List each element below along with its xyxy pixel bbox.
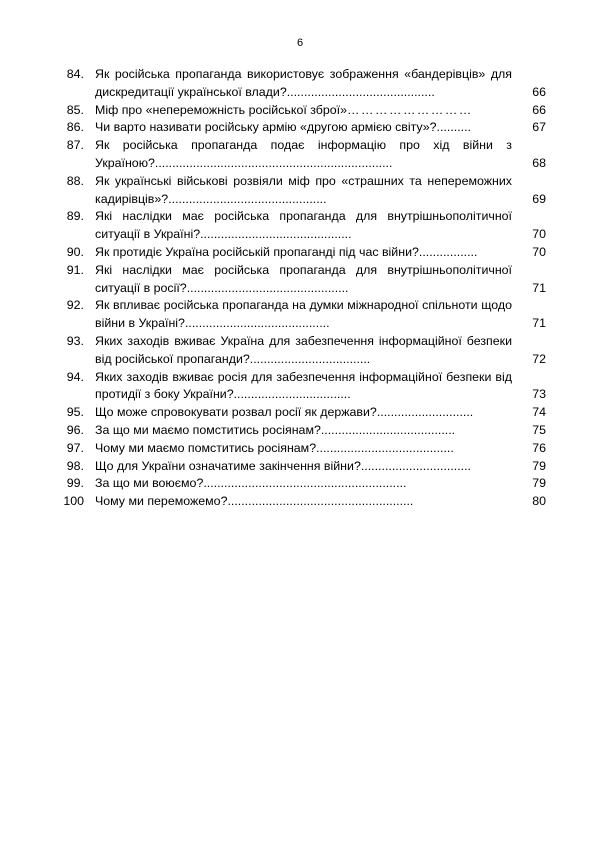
toc-entry-page-number: 70 [532,244,546,259]
toc-entry-body [84,173,546,209]
toc-entry-body [84,422,546,440]
toc-entry-body [84,262,546,298]
toc-dot-leader: .............................................. [168,191,327,206]
toc-entry-body [84,137,546,173]
toc-dot-leader: ……………………… [346,102,473,117]
toc-entry-title: За що ми маємо помститись росіянам? [95,422,321,437]
toc-entry-body [84,208,546,244]
toc-entry[interactable] [52,297,546,333]
toc-entry-title: Чи варто називати російську армію «другою армією світу»? [95,120,437,135]
toc-entry-text [95,369,546,405]
toc-dot-leader: ........................................ [316,440,454,455]
toc-entry-title: Міф про «непереможність російської зброї» [95,102,347,117]
toc-dot-leader: ....................................... [320,422,456,437]
page-number-folio: 6 [296,37,304,49]
toc-entry-text [95,208,546,244]
toc-entry-title: Які наслідки має російська пропаганда для внутрішньополітичної ситуації в росії? [95,262,512,295]
table-of-contents [52,66,546,511]
toc-dot-leader: ............................................... [186,280,349,295]
toc-entry[interactable] [52,475,546,493]
toc-entry-text [95,458,546,476]
toc-entry[interactable] [52,244,546,262]
toc-entry-number: 95. [66,405,84,420]
toc-entry-body [84,404,546,422]
toc-entry-text [95,493,546,511]
toc-entry-title: За що ми воюємо? [95,476,204,491]
toc-entry-number: 86. [66,120,84,135]
toc-entry-title: Як протидіє Україна російській пропаганді під час війни? [95,244,419,259]
toc-entry-number: 88. [66,173,84,188]
toc-entry-title: Як українські військові розвіяли міф про «страшних та непереможних кадирівців»? [95,173,512,206]
toc-entry-body [84,297,546,333]
toc-entry-number: 85. [66,102,84,117]
toc-dot-leader: ............................ [376,405,474,420]
toc-entry-number: 100 [63,494,84,509]
toc-dot-leader: .................................. [233,387,351,402]
toc-dot-leader: ..................................................................... [154,155,393,170]
toc-entry-page-number: 79 [532,476,546,491]
toc-entry-body [84,119,546,137]
toc-entry-page-number: 70 [532,227,546,242]
toc-entry-body [84,66,546,102]
toc-entry-title: Яких заходів вживає Україна для забезпечення інформаційної безпеки від російської пропаганди? [95,333,512,366]
toc-entry-number: 92. [66,298,84,313]
toc-entry-page-number: 66 [532,102,546,117]
toc-dot-leader: ...................................................... [227,494,414,509]
toc-entry-title: Як російська пропаганда подає інформацію про хід війни з Україною? [95,138,512,170]
toc-entry-text [95,66,546,102]
toc-entry-number: 94. [66,369,84,384]
toc-entry-text [95,297,546,333]
toc-entry-number: 84. [66,67,84,81]
toc-entry-text [95,404,546,422]
toc-entry-text [95,262,546,298]
toc-entry-title: Чому ми маємо помститись росіянам? [95,440,317,455]
toc-entry-body [84,458,546,476]
toc-entry-page-number: 69 [532,191,546,206]
toc-entry[interactable] [52,119,546,137]
toc-entry[interactable] [52,458,546,476]
toc-entry-body [84,369,546,405]
toc-entry-number: 89. [66,209,84,224]
toc-entry-page-number: 66 [532,84,546,99]
toc-entry[interactable] [52,369,546,405]
toc-entry-number: 97. [66,440,84,455]
toc-entry-page-number: 71 [532,316,546,331]
toc-entry-page-number: 68 [532,155,546,170]
toc-entry-text [95,333,546,369]
toc-dot-leader: ................................ [360,458,472,473]
toc-entry-text [95,102,546,120]
toc-entry-title: Які наслідки має російська пропаганда для внутрішньополітичної ситуації в Україні? [95,209,512,242]
toc-entry-text [95,244,546,262]
toc-entry-page-number: 73 [532,387,546,402]
toc-entry-title: Як впливає російська пропаганда на думки міжнародної спільноти щодо війни в Україні? [95,298,512,331]
toc-entry-number: 96. [66,422,84,437]
toc-entry[interactable] [52,333,546,369]
toc-entry[interactable] [52,440,546,458]
toc-entry[interactable] [52,66,546,102]
toc-dot-leader: .......... [436,120,471,135]
toc-entry-title: Яких заходів вживає росія для забезпечення інформаційної безпеки від протидії з боку України? [95,369,512,402]
toc-entry-number: 99. [66,476,84,491]
toc-entry-number: 98. [66,458,84,473]
toc-entry[interactable] [52,137,546,173]
toc-entry-text [95,119,546,137]
toc-entry[interactable] [52,208,546,244]
toc-entry-body [84,333,546,369]
toc-entry-number: 91. [66,262,84,277]
toc-entry-title: Чому ми переможемо? [95,494,228,509]
toc-entry-page-number: 72 [532,351,546,366]
toc-entry-text [95,475,546,493]
toc-entry[interactable] [52,493,546,511]
toc-entry-page-number: 80 [532,494,546,509]
toc-entry[interactable] [52,102,546,120]
toc-entry-number: 90. [66,244,84,259]
toc-entry-text [95,440,546,458]
toc-entry[interactable] [52,173,546,209]
toc-entry-body [84,244,546,262]
toc-entry-text [95,137,546,173]
toc-entry-page-number: 76 [532,440,546,455]
toc-dot-leader: ................. [418,244,478,259]
toc-entry-title: Що для України означатиме закінчення війни? [95,458,361,473]
toc-dot-leader: ............................................ [200,227,352,242]
toc-dot-leader: ........................................... [286,84,435,99]
toc-entry-page-number: 67 [532,120,546,135]
toc-entry[interactable] [52,404,546,422]
toc-entry-page-number: 79 [532,458,546,473]
toc-entry-page-number: 74 [532,405,546,420]
toc-entry-text [95,173,546,209]
toc-entry-body [84,102,546,120]
toc-entry-body [84,493,546,511]
toc-entry-title: Що може спровокувати розвал росії як держави? [95,405,377,420]
toc-entry-title: Як російська пропаганда використовує зображення «бандерівців» для дискредитації української влади? [95,67,512,99]
toc-entry-page-number: 71 [532,280,546,295]
toc-entry-text [95,422,546,440]
toc-entry-number: 87. [66,138,84,153]
toc-dot-leader: .......................................... [184,316,330,331]
toc-dot-leader: ................................... [249,351,371,366]
toc-entry[interactable] [52,422,546,440]
toc-entry-number: 93. [66,333,84,348]
toc-entry-body [84,475,546,493]
toc-dot-leader: ........................................................... [203,476,407,491]
toc-entry[interactable] [52,262,546,298]
toc-entry-page-number: 75 [532,422,546,437]
toc-entry-body [84,440,546,458]
